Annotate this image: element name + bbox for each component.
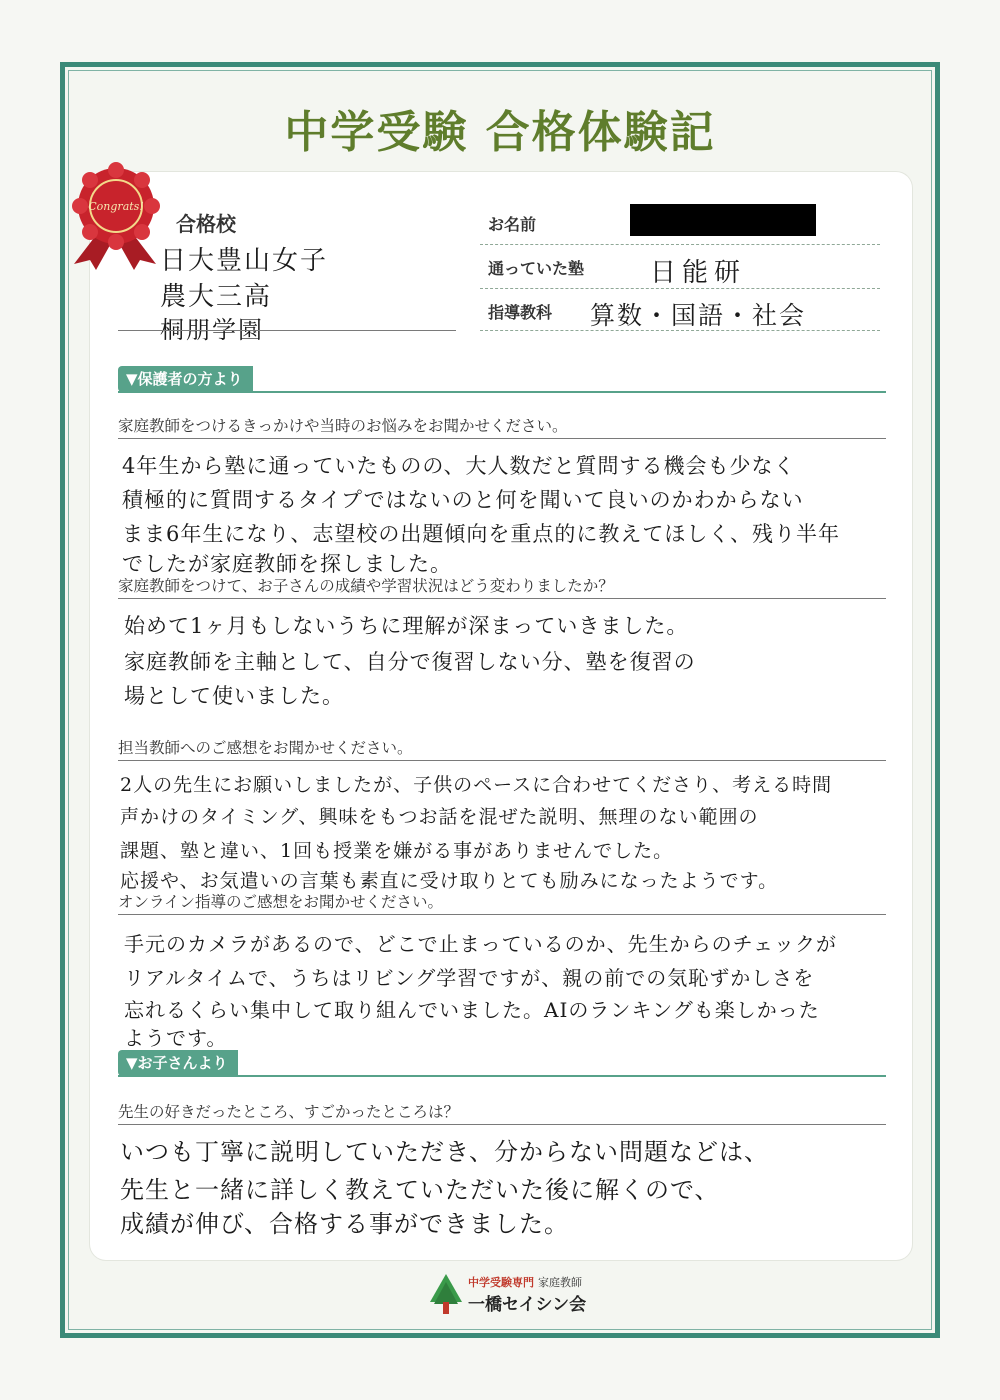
school-line-3: 桐朋学園 [160, 316, 264, 344]
parent-answer-3-line-4: 応援や、お気遣いの言葉も素直に受け取りとても励みになったようです。 [120, 870, 779, 892]
school-line-1: 日大豊山女子 [160, 246, 329, 276]
congrats-rosette-icon [56, 160, 176, 270]
juku-label: 通っていた塾 [488, 259, 585, 278]
answer-rule [118, 914, 886, 915]
parent-answer-2-line-3: 場として使いました。 [124, 684, 344, 708]
juku-divider [480, 288, 880, 289]
parent-question-1: 家庭教師をつけるきっかけや当時のお悩みをお聞かせください。 [118, 417, 568, 435]
parent-question-3: 担当教師へのご感想をお聞かせください。 [118, 739, 413, 757]
parent-answer-3-line-3: 課題、塾と違い、1回も授業を嫌がる事がありませんでした。 [120, 840, 674, 862]
parent-answer-1-line-4: でしたが家庭教師を探しました。 [122, 552, 452, 576]
parent-section-rule [118, 391, 886, 393]
parent-answer-3-line-1: 2人の先生にお願いしましたが、子供のペースに合わせてくださり、考える時間 [120, 774, 833, 796]
juku-value: 日能研 [650, 258, 747, 288]
child-section-tag: ▼お子さんより [118, 1050, 238, 1076]
child-question-1: 先生の好きだったところ、すごかったところは？ [118, 1103, 460, 1121]
answer-rule [118, 438, 886, 439]
child-answer-1-line-2: 先生と一緒に詳しく教えていただいた後に解くので、 [120, 1176, 720, 1204]
child-section-rule [118, 1075, 886, 1077]
parent-answer-3-line-2: 声かけのタイミング、興味をもつお話を混ぜた説明、無理のない範囲の [120, 806, 759, 828]
parent-answer-4-line-3: 忘れるくらい集中して取り組んでいました。AIのランキングも楽しかった [124, 998, 820, 1022]
answer-rule [118, 1124, 886, 1125]
name-label: お名前 [488, 215, 537, 234]
name-redaction [630, 204, 816, 236]
parent-answer-1-line-1: 4年生から塾に通っていたものの、大人数だと質問する機会も少なく [122, 454, 796, 478]
logo-name: 一橋セイシン会 [468, 1295, 587, 1315]
parent-answer-4-line-2: リアルタイムで、うちはリビング学習ですが、親の前での気恥ずかしさを [124, 966, 815, 990]
parent-answer-4-line-4: ようです。 [124, 1026, 228, 1050]
answer-rule [118, 760, 886, 761]
parent-answer-2-line-2: 家庭教師を主軸として、自分で復習しない分、塾を復習の [124, 650, 696, 674]
answer-rule [118, 598, 886, 599]
subject-value: 算数・国語・社会 [590, 301, 807, 330]
rosette-text: Congrats! [88, 200, 144, 213]
parent-answer-1-line-2: 積極的に質問するタイプではないのと何を聞いて良いのかわからない [122, 488, 804, 512]
name-divider [480, 244, 880, 245]
logo-tagline: 中学受験専門 家庭教師 [468, 1276, 582, 1289]
parent-question-4: オンライン指導のご感想をお聞かせください。 [118, 893, 444, 911]
school-line-2: 農大三高 [160, 282, 273, 312]
parent-section-tag: ▼保護者の方より [118, 366, 253, 392]
child-answer-1-line-1: いつも丁寧に説明していただき、分からない問題などは、 [120, 1138, 770, 1166]
subject-label: 指導教科 [488, 303, 553, 322]
tree-logo-icon [428, 1272, 464, 1316]
parent-answer-4-line-1: 手元のカメラがあるので、どこで止まっているのか、先生からのチェックが [124, 932, 837, 956]
child-answer-1-line-3: 成績が伸び、合格する事ができました。 [120, 1210, 570, 1238]
school-label: 合格校 [176, 212, 236, 236]
parent-answer-1-line-3: まま6年生になり、志望校の出題傾向を重点的に教えてほしく、残り半年 [122, 522, 840, 546]
page-title: 中学受験 合格体験記 [284, 107, 716, 158]
parent-answer-2-line-1: 始めて1ヶ月もしないうちに理解が深まっていきました。 [124, 614, 689, 638]
company-logo [428, 1272, 628, 1320]
subject-divider [480, 330, 880, 331]
school-underline [118, 330, 456, 331]
parent-question-2: 家庭教師をつけて、お子さんの成績や学習状況はどう変わりましたか？ [118, 577, 614, 595]
